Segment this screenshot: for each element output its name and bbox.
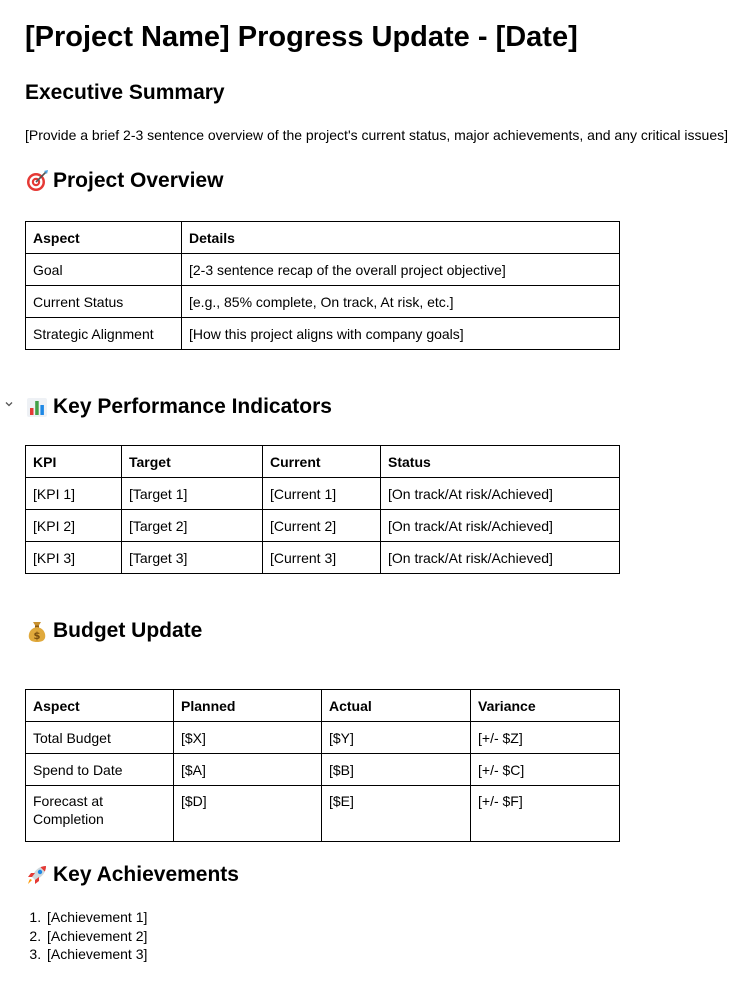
- column-header: Status: [381, 446, 620, 478]
- table-header-row: [26, 690, 620, 722]
- column-header: Target: [122, 446, 263, 478]
- rocket-icon: [25, 863, 49, 887]
- table-cell: [On track/At risk/Achieved]: [381, 542, 620, 574]
- achievements-list: [25, 908, 147, 964]
- budget-heading: $ Budget Update: [25, 617, 202, 645]
- column-header: Details: [182, 222, 620, 254]
- column-header: Planned: [174, 690, 322, 722]
- table-cell: [$X]: [174, 722, 322, 754]
- column-header: Aspect: [26, 222, 182, 254]
- table-row: [26, 510, 620, 542]
- column-header: Actual: [322, 690, 471, 722]
- table-cell: [$D]: [174, 786, 322, 842]
- table-cell: [+/- $F]: [471, 786, 620, 842]
- table-row: [26, 722, 620, 754]
- table-cell: [+/- $C]: [471, 754, 620, 786]
- executive-summary-heading: Executive Summary: [25, 81, 225, 104]
- table-cell: [$Y]: [322, 722, 471, 754]
- column-header: KPI: [26, 446, 122, 478]
- list-item: 2. [Achievement 2]: [45, 927, 147, 946]
- table-cell: [2-3 sentence recap of the overall project objective]: [182, 254, 620, 286]
- table-row: [26, 542, 620, 574]
- list-item: 1. [Achievement 1]: [45, 908, 147, 927]
- table-row: [26, 478, 620, 510]
- table-cell: [$B]: [322, 754, 471, 786]
- svg-text:$: $: [33, 631, 41, 642]
- table-cell: [KPI 2]: [26, 510, 122, 542]
- project-overview-table: [25, 221, 620, 350]
- column-header: Variance: [471, 690, 620, 722]
- budget-table: [25, 689, 620, 842]
- table-cell: [Target 3]: [122, 542, 263, 574]
- table-row: [26, 254, 620, 286]
- executive-summary-text: [Provide a brief 2-3 sentence overview of the project's current status, major achievements, and any critical issues]: [25, 127, 729, 143]
- table-row: [26, 318, 620, 350]
- table-cell: Current Status: [26, 286, 182, 318]
- kpi-table: [25, 445, 620, 574]
- table-header-row: [26, 222, 620, 254]
- table-cell: Goal: [26, 254, 182, 286]
- table-cell: [Current 1]: [263, 478, 381, 510]
- table-cell: [How this project aligns with company goals]: [182, 318, 620, 350]
- table-cell: Forecast at Completion: [26, 786, 174, 842]
- table-row: [26, 286, 620, 318]
- achievements-heading: Key Achievements: [25, 861, 239, 889]
- table-cell: [$E]: [322, 786, 471, 842]
- table-cell: Spend to Date: [26, 754, 174, 786]
- kpi-heading: Key Performance Indicators: [25, 393, 332, 421]
- table-cell: Total Budget: [26, 722, 174, 754]
- table-cell: [On track/At risk/Achieved]: [381, 478, 620, 510]
- table-cell: [$A]: [174, 754, 322, 786]
- bar-chart-icon: [25, 395, 49, 419]
- table-cell: [e.g., 85% complete, On track, At risk, etc.]: [182, 286, 620, 318]
- table-header-row: [26, 446, 620, 478]
- project-overview-heading: Project Overview: [25, 167, 223, 195]
- target-icon: [25, 169, 49, 193]
- table-row: [26, 786, 620, 842]
- table-cell: [KPI 3]: [26, 542, 122, 574]
- table-cell: [Target 2]: [122, 510, 263, 542]
- document-title: [Project Name] Progress Update - [Date]: [25, 21, 578, 53]
- chevron-down-icon[interactable]: [4, 399, 14, 409]
- table-cell: [Target 1]: [122, 478, 263, 510]
- column-header: Current: [263, 446, 381, 478]
- table-cell: [On track/At risk/Achieved]: [381, 510, 620, 542]
- table-cell: Strategic Alignment: [26, 318, 182, 350]
- table-cell: [KPI 1]: [26, 478, 122, 510]
- list-item: 3. [Achievement 3]: [45, 945, 147, 964]
- table-row: [26, 754, 620, 786]
- money-bag-icon: [25, 619, 49, 643]
- table-cell: [Current 2]: [263, 510, 381, 542]
- column-header: Aspect: [26, 690, 174, 722]
- table-cell: [Current 3]: [263, 542, 381, 574]
- table-cell: [+/- $Z]: [471, 722, 620, 754]
